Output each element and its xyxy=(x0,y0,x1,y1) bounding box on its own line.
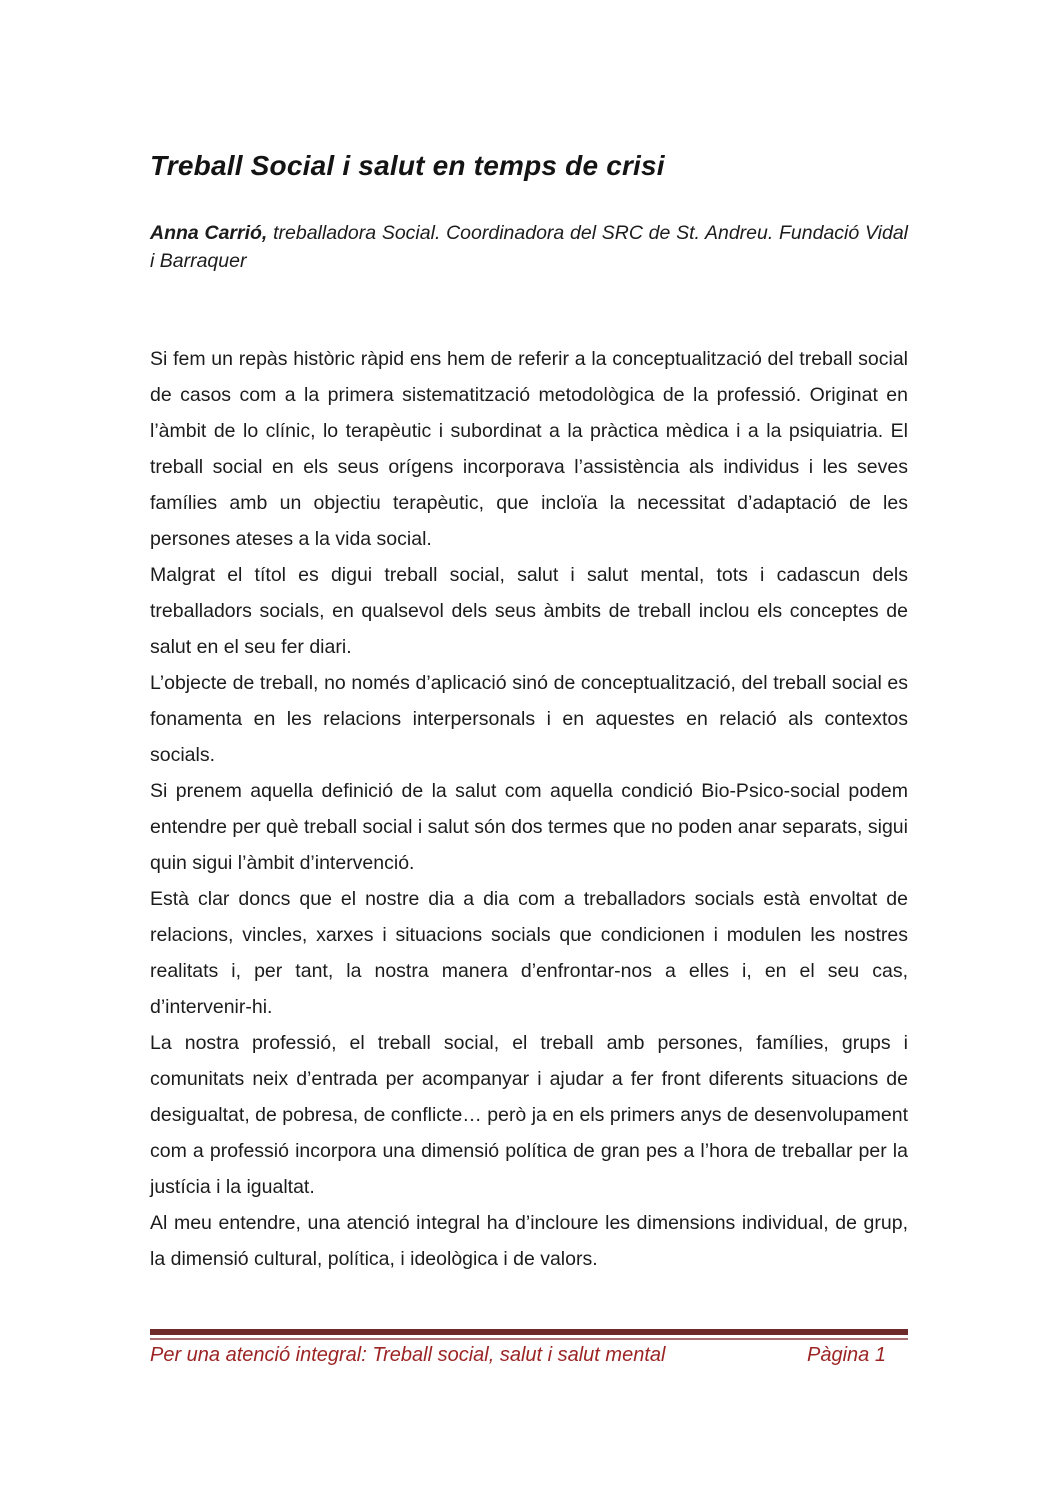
page-title: Treball Social i salut en temps de crisi xyxy=(150,150,665,181)
footer-title: Per una atenció integral: Treball social, salut i salut mental xyxy=(150,1344,666,1366)
paragraph: Està clar doncs que el nostre dia a dia com a treballadors socials està envoltat de relacions, vincles, xarxes i situacions socials que condicionen i modulen les nostres realitats i, per tant, la nostra manera d’enfrontar-nos a elles i, en el seu cas, d’intervenir-hi. xyxy=(150,888,908,1018)
paragraph: Malgrat el títol es digui treball social, salut i salut mental, tots i cadascun dels treballadors socials, en qualsevol dels seus àmbits de treball inclou els conceptes de salut en el seu fer diari. xyxy=(150,564,908,658)
paragraph: Si fem un repàs històric ràpid ens hem de referir a la conceptualització del treball social de casos com a la primera sistematització metodològica de la professió. Originat en l’àmbit de lo clínic, lo terapèutic i subordinat a la pràctica mèdica i a la psiquiatria. El treball social en els seus orígens incorporava l’assistència als individus i les seves famílies amb un objectiu terapèutic, que incloïa la necessitat d’adaptació de les persones ateses a la vida social. xyxy=(150,348,908,550)
footer-page-number: Pàgina 1 xyxy=(807,1344,886,1366)
page-footer xyxy=(150,1329,908,1367)
byline-role: treballadora Social. Coordinadora del SRC de St. Andreu. Fundació Vidal i Barraquer xyxy=(150,222,908,272)
paragraph: La nostra professió, el treball social, el treball amb persones, famílies, grups i comunitats neix d’entrada per acompanyar i ajudar a fer front diferents situacions de desigualtat, de pobresa, de conflicte… però ja en els primers anys de desenvolupament com a professió incorpora una dimensió política de gran pes a l’hora de treballar per la justícia i la igualtat. xyxy=(150,1032,908,1198)
footer-rule xyxy=(150,1329,908,1340)
footer-row xyxy=(150,1344,908,1367)
paragraph: Si prenem aquella definició de la salut com aquella condició Bio-Psico-social podem entendre per què treball social i salut són dos termes que no poden anar separats, sigui quin sigui l’àmbit d’intervenció. xyxy=(150,780,908,874)
paragraph: Al meu entendre, una atenció integral ha d’incloure les dimensions individual, de grup, la dimensió cultural, política, i ideològica i de valors. xyxy=(150,1212,908,1270)
paragraph: L’objecte de treball, no només d’aplicació sinó de conceptualització, del treball social es fonamenta en les relacions interpersonals i en aquestes en relació als contextos socials. xyxy=(150,672,908,766)
byline-author: Anna Carrió, xyxy=(150,222,268,244)
byline xyxy=(150,219,908,275)
page-content xyxy=(150,0,908,1277)
body-text xyxy=(150,341,908,1277)
